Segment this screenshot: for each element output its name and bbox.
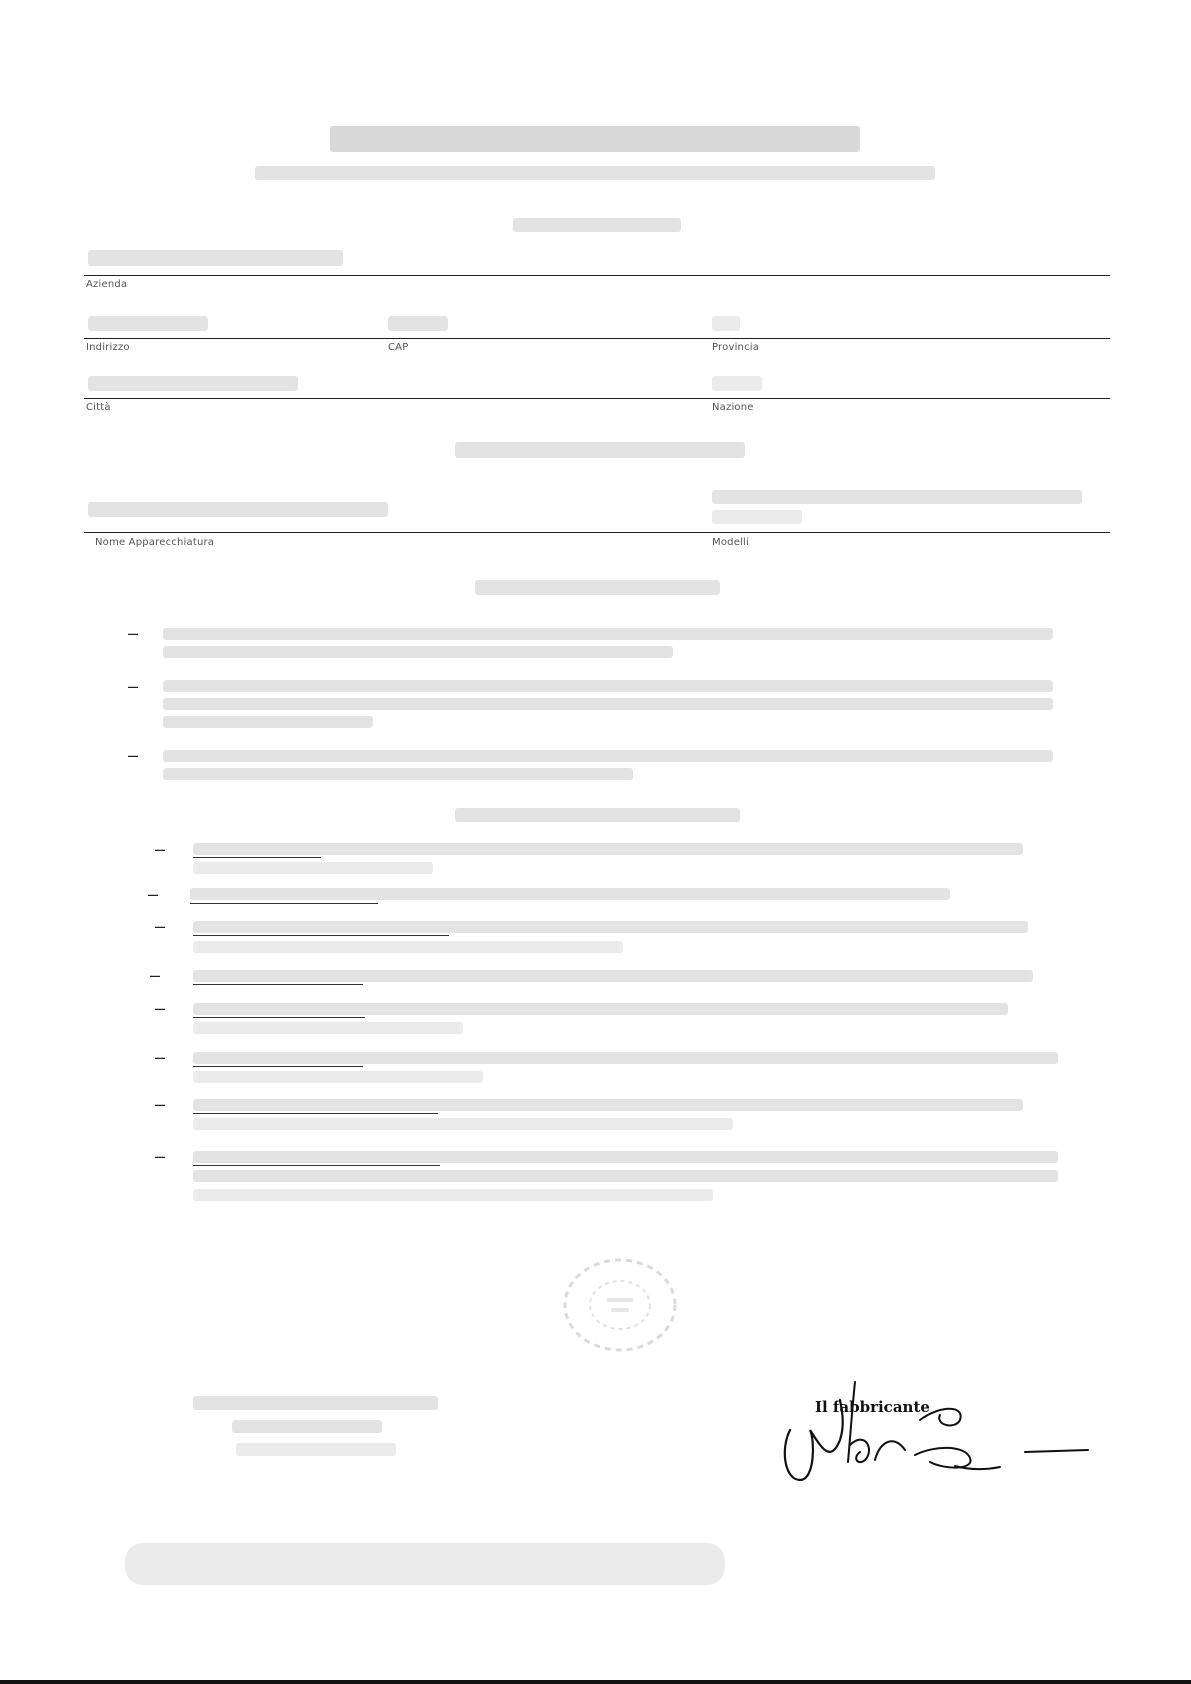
declaration-1-line2 [163, 646, 673, 658]
signature-label: Il fabbricante [815, 1398, 930, 1416]
footer-watermark-logo [125, 1543, 725, 1585]
nome-apparecchiatura-value [88, 502, 388, 517]
cap-value [388, 316, 448, 331]
declaration-2-line1 [163, 680, 1053, 692]
section-heading-standards [455, 808, 740, 822]
standard-6-line2 [193, 1071, 483, 1083]
modelli-value-line2 [712, 510, 802, 524]
standard-7-line1 [193, 1099, 1023, 1111]
standard-5-underline [193, 1017, 365, 1018]
standard-6-underline [193, 1066, 363, 1067]
declaration-3-line2 [163, 768, 633, 780]
cap-label: CAP [388, 342, 409, 353]
standard-5-line1 [193, 1003, 1008, 1015]
standard-1-underline [193, 857, 321, 858]
indirizzo-value [88, 316, 208, 331]
standard-5-line2 [193, 1022, 463, 1034]
standard-8-line2 [193, 1170, 1058, 1182]
standard-3-line2 [193, 941, 623, 953]
standard-2-underline [190, 903, 378, 904]
azienda-line [84, 275, 1110, 276]
citta-line [84, 398, 1110, 399]
citta-value [88, 376, 298, 391]
standard-dash-2: – [148, 884, 159, 904]
standard-3-underline [193, 935, 449, 936]
standard-dash-5: – [155, 998, 166, 1018]
apparecchiatura-line [84, 532, 1110, 533]
standard-1-line1 [193, 843, 1023, 855]
document-title [330, 126, 860, 152]
modelli-label: Modelli [712, 537, 749, 548]
section-heading-manufacturer [513, 218, 681, 232]
footer-address-line2 [232, 1420, 382, 1433]
standard-4-line1 [193, 970, 1033, 982]
handwritten-signature-icon [770, 1370, 1110, 1490]
standard-dash-6: – [155, 1047, 166, 1067]
declaration-1-line1 [163, 628, 1053, 640]
standard-dash-1: – [155, 839, 166, 859]
standard-1-line2 [193, 862, 433, 874]
provincia-value [712, 316, 740, 331]
document-subtitle [255, 166, 935, 180]
nazione-value [712, 376, 762, 391]
declaration-dash-2: – [128, 676, 139, 696]
declaration-2-line3 [163, 716, 373, 728]
standard-8-underline [193, 1165, 440, 1166]
footer-address-line1 [193, 1396, 438, 1410]
standard-dash-4: – [150, 965, 161, 985]
standard-8-line1 [193, 1151, 1058, 1163]
standard-7-line2 [193, 1118, 733, 1130]
standard-dash-7: – [155, 1094, 166, 1114]
indirizzo-line [84, 338, 1110, 339]
citta-label: Città [86, 402, 111, 413]
company-seal-icon [555, 1250, 685, 1360]
declaration-3-line1 [163, 750, 1053, 762]
nazione-label: Nazione [712, 402, 754, 413]
standard-3-line1 [193, 921, 1028, 933]
standard-7-underline [193, 1113, 438, 1114]
declaration-2-line2 [163, 698, 1053, 710]
declaration-dash-1: – [128, 623, 139, 643]
scan-bottom-edge [0, 1680, 1191, 1684]
nome-apparecchiatura-label: Nome Apparecchiatura [95, 537, 215, 548]
modelli-value-line1 [712, 490, 1082, 504]
provincia-label: Provincia [712, 342, 760, 353]
standard-dash-8: – [155, 1146, 166, 1166]
footer-address-line3 [236, 1443, 396, 1456]
standard-8-line3 [193, 1189, 713, 1201]
indirizzo-label: Indirizzo [86, 342, 130, 353]
azienda-value [88, 250, 343, 266]
azienda-label: Azienda [86, 279, 128, 290]
section-heading-declarations [475, 580, 720, 595]
declaration-dash-3: – [128, 745, 139, 765]
standard-2-line1 [190, 888, 950, 900]
section-heading-equipment [455, 442, 745, 458]
standard-4-underline [193, 984, 363, 985]
standard-dash-3: – [155, 916, 166, 936]
standard-6-line1 [193, 1052, 1058, 1064]
